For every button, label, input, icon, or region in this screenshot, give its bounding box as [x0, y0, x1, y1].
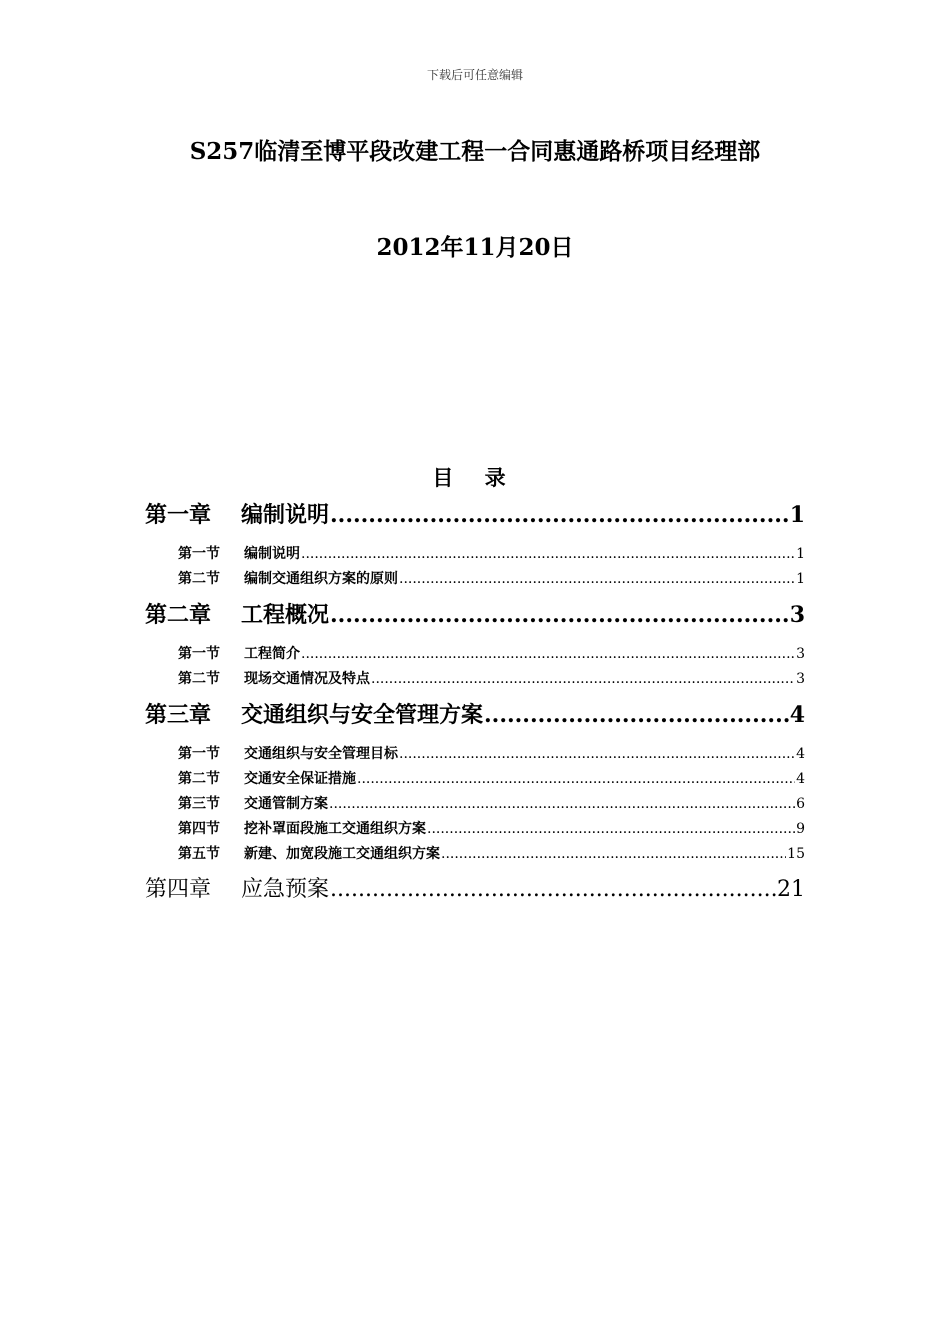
- leader-dots: [371, 667, 795, 692]
- page-number: 15: [787, 846, 805, 862]
- toc-section-1-2[interactable]: [145, 567, 805, 592]
- toc-chapter-2[interactable]: [145, 598, 805, 632]
- section-title: 挖补罩面段施工交通组织方案: [244, 821, 426, 837]
- toc-chapter-3[interactable]: [145, 698, 805, 732]
- section-title: 交通管制方案: [244, 796, 328, 812]
- page-number: 3: [789, 602, 805, 628]
- section-title: 工程简介: [244, 646, 300, 662]
- section-number: 第二节: [178, 571, 220, 587]
- toc-chapter-4[interactable]: [145, 873, 805, 907]
- leader-dots: [330, 873, 776, 907]
- chapter-number: 第三章: [145, 702, 212, 728]
- chapter-title: 工程概况: [241, 602, 330, 628]
- toc-section-3-1[interactable]: [145, 742, 805, 767]
- toc-section-3-5[interactable]: [145, 842, 805, 867]
- section-number: 第一节: [178, 746, 220, 762]
- page-number: 3: [796, 646, 805, 662]
- toc-section-2-2[interactable]: [145, 667, 805, 692]
- page-number: 3: [796, 671, 805, 687]
- section-title: 交通组织与安全管理目标: [244, 746, 398, 762]
- toc-section-2-1[interactable]: [145, 642, 805, 667]
- toc-section-3-4[interactable]: [145, 817, 805, 842]
- page-number: 1: [796, 571, 805, 587]
- page-number: 4: [796, 771, 805, 787]
- header-note: 下载后可任意编辑: [426, 68, 523, 82]
- leader-dots: [399, 567, 795, 592]
- table-of-contents: [145, 498, 805, 907]
- page-number: 21: [777, 877, 805, 902]
- leader-dots: [301, 542, 795, 567]
- section-title: 现场交通情况及特点: [244, 671, 370, 687]
- section-number: 第一节: [178, 646, 220, 662]
- section-number: 第五节: [178, 846, 220, 862]
- page-number: 9: [796, 821, 805, 837]
- document-title: S257临清至博平段改建工程一合同惠通路桥项目经理部: [189, 138, 761, 165]
- section-number: 第一节: [178, 546, 220, 562]
- leader-dots: [301, 642, 795, 667]
- toc-chapter-1[interactable]: [145, 498, 805, 532]
- section-title: 编制说明: [244, 546, 300, 562]
- page-number: 4: [796, 746, 805, 762]
- section-title: 编制交通组织方案的原则: [244, 571, 398, 587]
- leader-dots: [329, 792, 795, 817]
- toc-section-3-2[interactable]: [145, 767, 805, 792]
- leader-dots: [427, 817, 795, 842]
- document-date: 2012年11月20日: [376, 234, 574, 261]
- chapter-number: 第一章: [145, 502, 212, 528]
- leader-dots: [330, 498, 789, 532]
- page-number: 4: [789, 702, 805, 728]
- page-number: 6: [796, 796, 805, 812]
- section-number: 第四节: [178, 821, 220, 837]
- chapter-title: 交通组织与安全管理方案: [241, 702, 484, 728]
- section-title: 交通安全保证措施: [244, 771, 356, 787]
- leader-dots: [484, 698, 789, 732]
- section-number: 第二节: [178, 671, 220, 687]
- leader-dots: [330, 598, 789, 632]
- leader-dots: [399, 742, 795, 767]
- leader-dots: [441, 842, 786, 867]
- chapter-title: 应急预案: [241, 877, 330, 902]
- chapter-title: 编制说明: [241, 502, 330, 528]
- section-number: 第三节: [178, 796, 220, 812]
- toc-section-1-1[interactable]: [145, 542, 805, 567]
- chapter-number: 第二章: [145, 602, 212, 628]
- toc-section-3-3[interactable]: [145, 792, 805, 817]
- toc-heading: 目 录: [432, 465, 518, 490]
- page-number: 1: [789, 502, 805, 528]
- section-title: 新建、加宽段施工交通组织方案: [244, 846, 440, 862]
- section-number: 第二节: [178, 771, 220, 787]
- page-number: 1: [796, 546, 805, 562]
- chapter-number: 第四章: [145, 877, 212, 902]
- leader-dots: [357, 767, 795, 792]
